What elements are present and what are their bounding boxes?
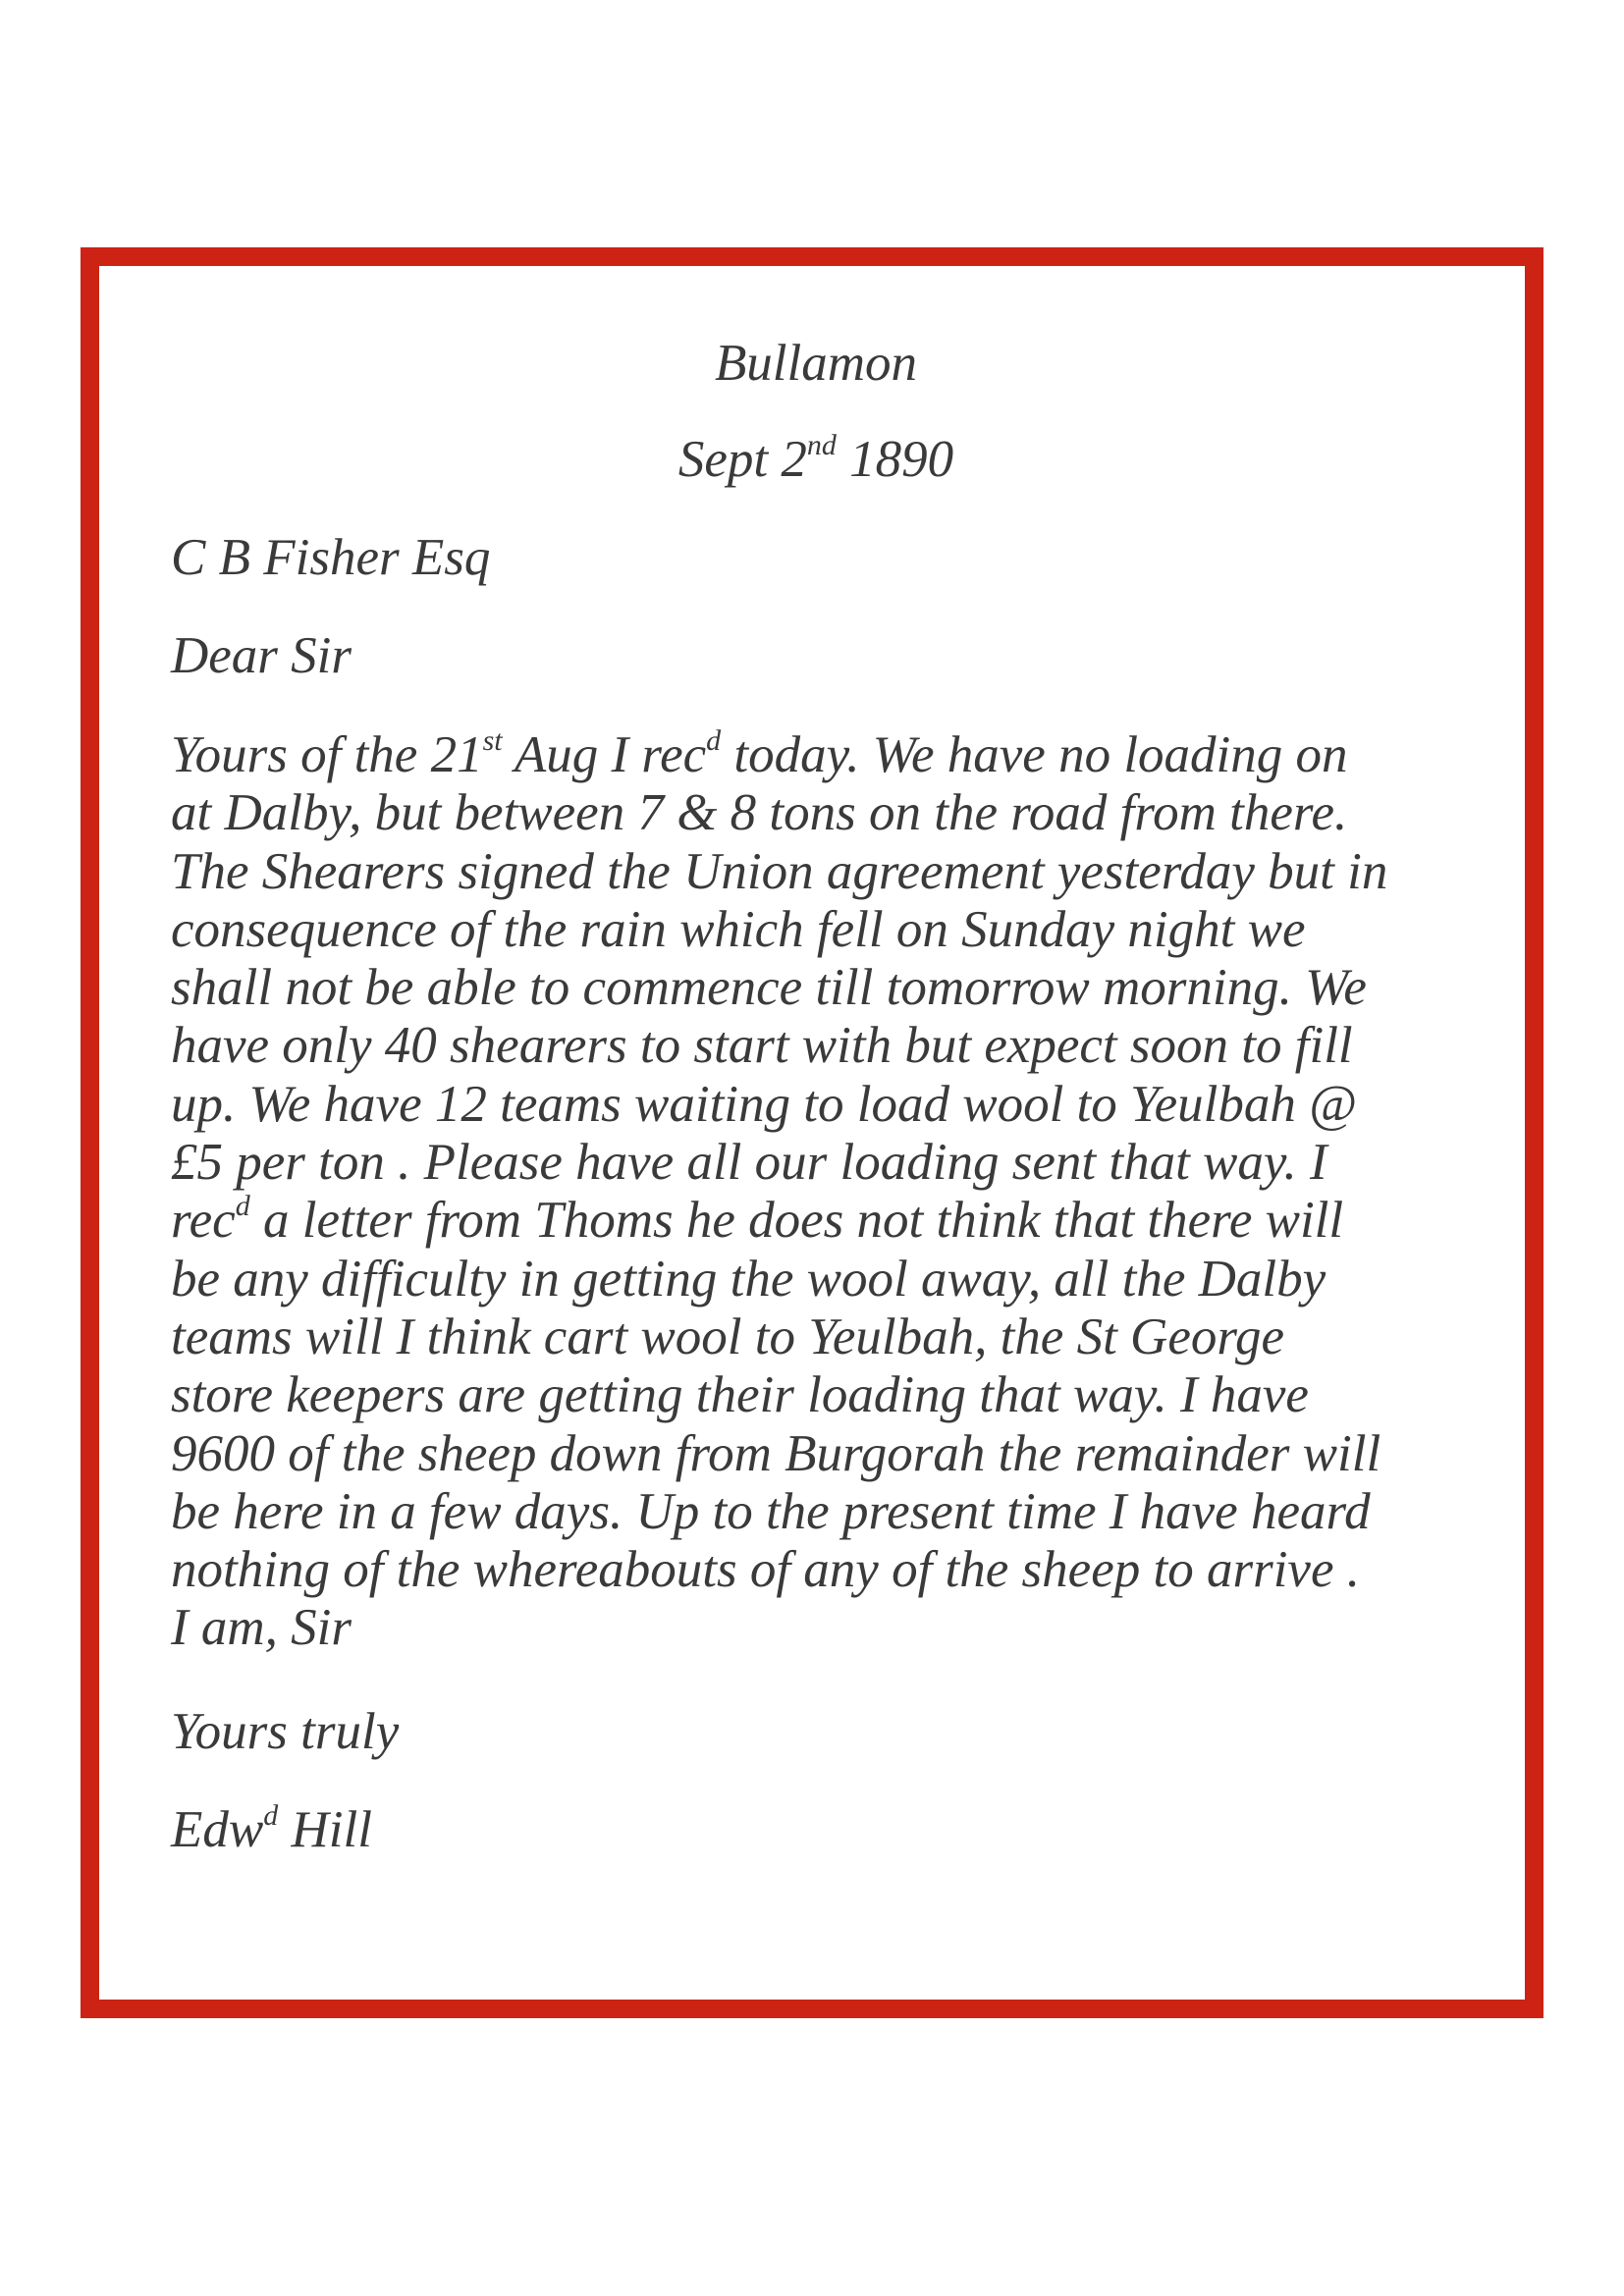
signature-superscript: d — [263, 1799, 279, 1832]
body-text-segment: a letter from Thoms he does not think that there will — [249, 1192, 1344, 1250]
body-superscript: d — [706, 724, 722, 757]
body-text-segment: rec — [171, 1192, 236, 1250]
letter-salutation: Dear Sir — [171, 627, 352, 684]
letter-date-ordinal: nd — [806, 429, 837, 461]
signature-prefix: Edw — [171, 1801, 264, 1858]
letter-body-line — [171, 1599, 1477, 1657]
letter-body-line — [171, 1366, 1477, 1424]
body-text-segment: 9600 of the sheep down from Burgorah the remainder will — [171, 1424, 1381, 1482]
body-text-segment: teams will I think cart wool to Yeulbah, the St George — [171, 1308, 1285, 1365]
letter-place-text: Bullamon — [714, 335, 918, 392]
body-text-segment: shall not be able to commence till tomorrow morning. We — [171, 959, 1367, 1017]
body-text-segment: Yours of the 21 — [171, 726, 483, 783]
letter-body-line — [171, 843, 1477, 901]
letter-body-line — [171, 1541, 1477, 1599]
body-text-segment: I am, Sir — [171, 1599, 352, 1657]
letter-body-line — [171, 1017, 1477, 1075]
body-superscript: st — [482, 724, 503, 757]
letter-body-line — [171, 784, 1477, 842]
body-text-segment: The Shearers signed the Union agreement yesterday but in — [171, 842, 1388, 900]
letter-body-line — [171, 1483, 1477, 1541]
letter-body-line — [171, 1425, 1477, 1483]
body-text-segment: today. We have no loading on — [721, 726, 1348, 783]
body-text-segment: up. We have 12 teams waiting to load wool to Yeulbah @ — [171, 1075, 1357, 1133]
body-text-segment: be here in a few days. Up to the present time I have heard — [171, 1482, 1371, 1540]
letter-date-year: 1890 — [836, 431, 954, 488]
signature-suffix: Hill — [278, 1801, 372, 1858]
letter-body-line — [171, 1076, 1477, 1134]
letter-date-prefix: Sept 2 — [677, 431, 807, 488]
body-text-segment: be any difficulty in getting the wool away, all the Dalby — [171, 1250, 1326, 1308]
body-text-segment: store keepers are getting their loading that way. I have — [171, 1366, 1309, 1424]
letter-body — [171, 726, 1477, 1658]
letter-signature — [171, 1799, 372, 1858]
letter-body-line — [171, 1308, 1477, 1366]
body-text-segment: Aug I rec — [502, 726, 707, 783]
letter-place — [171, 335, 1461, 392]
letter-body-line — [171, 1192, 1477, 1250]
letter-body-line — [171, 1134, 1477, 1192]
body-text-segment: at Dalby, but between 7 & 8 tons on the road from there. — [171, 784, 1348, 842]
letter-closing: Yours truly — [171, 1703, 400, 1760]
body-text-segment: £5 per ton . Please have all our loading sent that way. I — [171, 1134, 1327, 1192]
letter-body-line — [171, 959, 1477, 1017]
body-text-segment: nothing of the whereabouts of any of the sheep to arrive . — [171, 1541, 1360, 1599]
letter-date — [171, 429, 1461, 488]
letter-addressee: C B Fisher Esq — [171, 529, 491, 586]
letter-body-line — [171, 726, 1477, 784]
letter-body-line — [171, 901, 1477, 959]
body-text-segment: have only 40 shearers to start with but expect soon to fill — [171, 1017, 1353, 1075]
body-text-segment: consequence of the rain which fell on Sunday night we — [171, 900, 1306, 958]
letter-body-line — [171, 1251, 1477, 1308]
body-superscript: d — [235, 1190, 250, 1223]
